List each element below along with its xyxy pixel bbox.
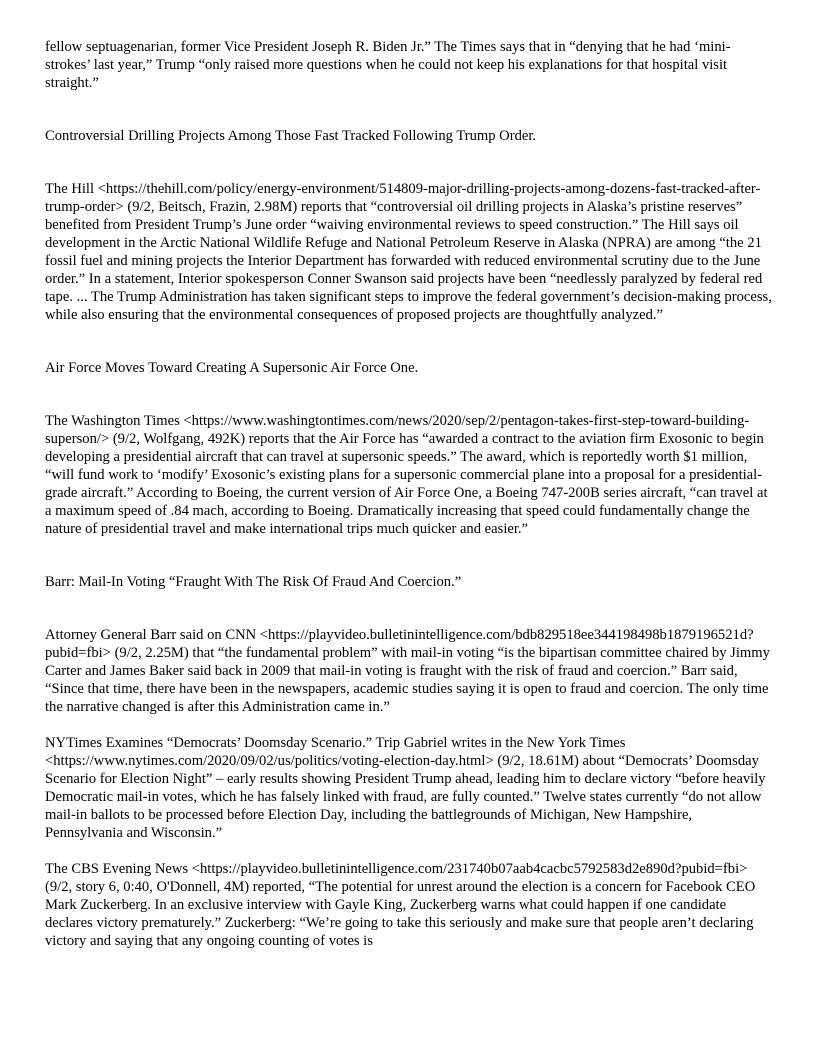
paragraph-nytimes-doomsday: NYTimes Examines “Democrats’ Doomsday Scenario.” Trip Gabriel writes in the New York Times <https://www.nytimes.com/2020/09/02/us/politics/voting-election-day.html> (9/2, 18.61M) about “Democrats’ Doomsday Scenario for Election Night” – early results showing President Trump ahead, leading him to declare victory “before heavily Democratic mail-in votes, which he has falsely linked with fraud, are fully counted.” Twelve states currently “do not allow mail-in ballots to be processed before Election Day, including the battlegrounds of Michigan, New Hampshire, Pennsylvania and Wisconsin.” — [45, 735, 766, 841]
spacer — [45, 92, 773, 127]
headline-barr-mail-in-voting: Barr: Mail-In Voting “Fraught With The Risk Of Fraud And Coercion.” — [45, 574, 462, 590]
spacer — [45, 538, 773, 573]
paragraph-barr-cnn: Attorney General Barr said on CNN <https://playvideo.bulletinintelligence.com/bdb829518ee344198498b1879196521d?pubid=fbi> (9/2, 2.25M) that “the fundamental problem” with mail-in voting “is the bipartisan committee chaired by Jimmy Carter and James Baker said back in 2009 that mail-in voting is fraught with the risk of fraud and coercion.” Barr said, “Since that time, there have been in the newspapers, academic studies saying it is open to fraud and coercion. The only time the narrative changed is after this Administration came in.” — [45, 627, 770, 715]
headline-drilling-projects: Controversial Drilling Projects Among Those Fast Tracked Following Trump Order. — [45, 128, 537, 144]
headline-supersonic-air-force-one: Air Force Moves Toward Creating A Supersonic Air Force One. — [45, 360, 419, 376]
document-page — [45, 38, 773, 950]
spacer — [45, 324, 773, 359]
paragraph-the-hill-drilling: The Hill <https://thehill.com/policy/energy-environment/514809-major-drilling-projects-among-dozens-fast-tracked-after-trump-order> (9/2, Beitsch, Frazin, 2.98M) reports that “controversial oil drilling projects in Alaska’s pristine reserves” benefited from President Trump’s June order “waiving environmental reviews to speed construction.” The Hill says oil development in the Arctic National Wildlife Refuge and National Petroleum Reserve in Alaska (NPRA) are among “the 21 fossil fuel and mining projects the Interior Department has forwarded with reduced environmental scrutiny due to the June order.” In a statement, Interior spokesperson Conner Swanson said projects have been “needlessly paralyzed by federal red tape. ... The Trump Administration has taken significant steps to improve the federal government’s decision-making process, while also ensuring that the environmental consequences of proposed projects are thoughtfully analyzed.” — [45, 181, 772, 323]
spacer — [45, 145, 773, 180]
spacer — [45, 377, 773, 412]
spacer — [45, 716, 773, 734]
paragraph-cbs-zuckerberg: The CBS Evening News <https://playvideo.bulletinintelligence.com/231740b07aab4cacbc5792583d2e890d?pubid=fbi> (9/2, story 6, 0:40, O'Donnell, 4M) reported, “The potential for unrest around the election is a concern for Facebook CEO Mark Zuckerberg. In an exclusive interview with Gayle King, Zuckerberg warns what could happen if one candidate declares victory prematurely.” Zuckerberg: “We’re going to take this seriously and make sure that people aren’t declaring victory and saying that any ongoing counting of votes is — [45, 861, 756, 949]
paragraph-biden-hospital: fellow septuagenarian, former Vice President Joseph R. Biden Jr.” The Times says that in “denying that he had ‘mini-strokes’ last year,” Trump “only raised more questions when he could not keep his explanations for that hospital visit straight.” — [45, 39, 731, 91]
spacer — [45, 842, 773, 860]
spacer — [45, 591, 773, 626]
paragraph-washington-times-exosonic: The Washington Times <https://www.washingtontimes.com/news/2020/sep/2/pentagon-takes-first-step-toward-building-superson/> (9/2, Wolfgang, 492K) reports that the Air Force has “awarded a contract to the aviation firm Exosonic to begin developing a presidential aircraft that can travel at supersonic speeds.” The award, which is reportedly worth $1 million, “will fund work to ‘modify’ Exosonic’s existing plans for a supersonic commercial plane into a proposal for a presidential-grade aircraft.” According to Boeing, the current version of Air Force One, a Boeing 747-200B series aircraft, “can travel at a maximum speed of .84 mach, according to Boeing. Dramatically increasing that speed could fundamentally change the nature of presidential travel and make international trips much quicker and easier.” — [45, 413, 768, 537]
